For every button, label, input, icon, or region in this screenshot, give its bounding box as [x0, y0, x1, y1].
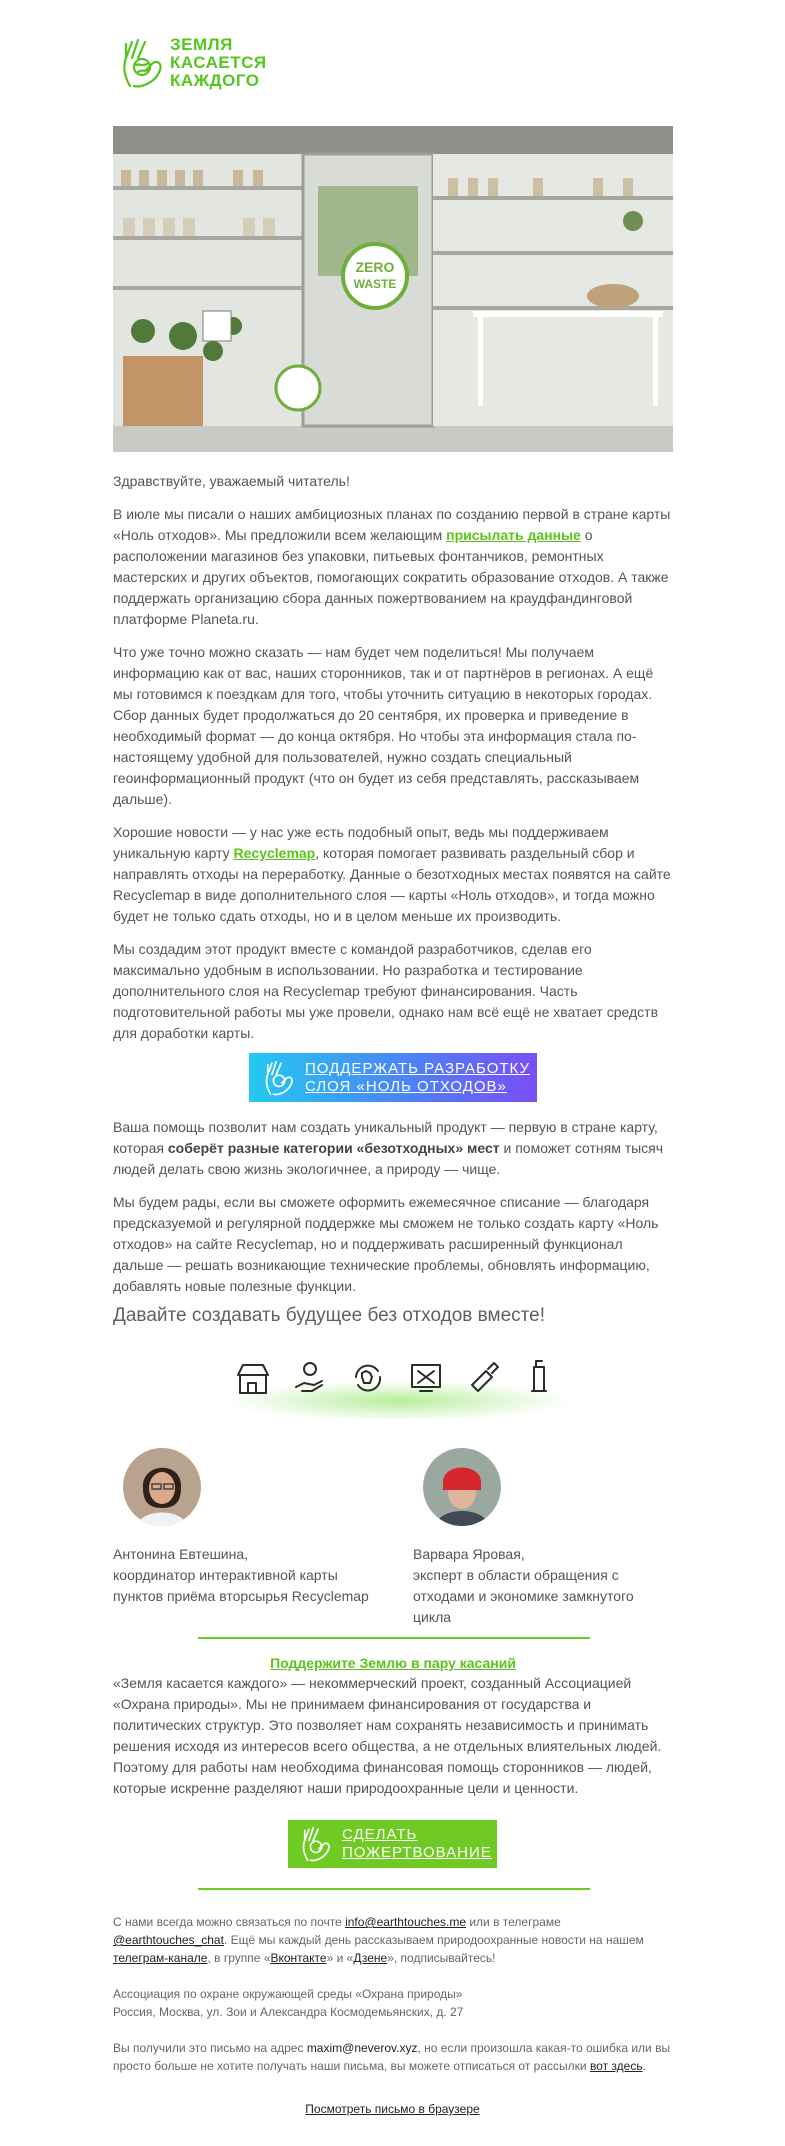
- divider: [198, 1888, 590, 1890]
- support-text: «Земля касается каждого» — некоммерческий проект, созданный Ассоциацией «Охрана природы». Мы не принимаем финансирования от государства и политических структур. Это позволяет нам сохранять независимость и принимать решения исходя из интересов всего общества, а не отдельных влиятельных людей. Поэтому для работы нам необходима финансовая помощь сторонников — людей, которые искренне разделяют наши природоохранные цели и ценности.: [113, 1675, 662, 1796]
- paragraph: Мы создадим этот продукт вместе с командой разработчиков, сделав его максимально удобным в использовании. Но разработка и тестирование дополнительного слоя на Recyclemap требуют финансирования. Часть подготовительной работы мы уже провели, однако нам всё ещё не хватает средств для доработки карты.: [113, 941, 659, 1041]
- telegram-channel-link[interactable]: телеграм-канале: [113, 1951, 208, 1965]
- browser-link-wrap: [0, 2102, 785, 2116]
- unsubscribe-link[interactable]: вот здесь: [589, 2059, 643, 2073]
- person-card: [413, 1448, 693, 1628]
- support-title-wrap: [113, 1653, 673, 1673]
- recyclemap-link[interactable]: Recyclemap: [233, 845, 316, 861]
- paragraph: В июле мы писали о наших амбициозных планах по созданию первой в стране карты «Ноль отходов». Мы предложили всем желающим присылать данные о расположении магазинов без упаковки, питьевых фонтанчиков, ремонтных мастерских и других объектов, помогающих сократить образование отходов. А также поддержать организацию сбора данных пожертвованием на краудфандинговой платформе Planeta.ru.: [113, 506, 671, 627]
- recipient-address: maxim@neverov.xyz: [306, 2041, 418, 2055]
- hand-earth-icon: [263, 1059, 295, 1097]
- hand-earth-icon: [300, 1825, 332, 1863]
- logo-line: КАСАЕТСЯ: [170, 53, 267, 72]
- button-label: СЛОЯ «НОЛЬ ОТХОДОВ»: [305, 1077, 507, 1095]
- footer-unsubscribe: Вы получили это письмо на адрес maxim@neverov.xyz, но если произошла какая-то ошибка или вы просто больше не хотите получать наши письма, вы можете отписаться от рассылки вот здесь.: [113, 2041, 671, 2073]
- main-content-2: [113, 1117, 673, 1309]
- org-name: Ассоциация по охране окружающей среды «Охрана природы»: [113, 1987, 463, 2001]
- paragraph: Хорошие новости — у нас уже есть подобный опыт, ведь мы поддерживаем уникальную карту Recyclemap, которая помогает развивать раздельный сбор и направлять отходы на переработку. Данные о безотходных местах появятся на сайте Recyclemap в виде дополнительного слоя — карты «Ноль отходов», и тогда можно будет не только сдать отходы, но и в целом меньше их производить.: [113, 824, 671, 924]
- dzen-link[interactable]: Дзене: [353, 1951, 388, 1965]
- person-role: отходами и экономике замкнутого: [413, 1588, 634, 1604]
- send-data-link[interactable]: присылать данные: [446, 527, 581, 543]
- person-role: эксперт в области обращения с: [413, 1567, 619, 1583]
- button-label: СДЕЛАТЬ: [342, 1826, 418, 1843]
- section-heading: Давайте создавать будущее без отходов вместе!: [113, 1305, 545, 1326]
- repair-tools-icon: [412, 1365, 440, 1391]
- paragraph: Что уже точно можно сказать — нам будет чем поделиться! Мы получаем информацию как от вас, наших сторонников, так и от партнёров в регионах. А ещё мы готовимся к поездкам для того, чтобы уточнить ситуацию в некоторых городах. Сбор данных будет продолжаться до 20 сентября, их проверка и приведение в необходимый формат — до конца октября. Но чтобы эта информация стала по-настоящему удобной для пользователей, нужно создать специальный геоинформационный продукт (что он будет из себя представлять, рассказываем дальше).: [113, 644, 654, 807]
- main-content: [113, 471, 673, 1056]
- paragraph: Ваша помощь позволит нам создать уникальный продукт — первую в стране карту, которая соберёт разные категории «безотходных» мест и поможет сотням тысяч людей делать свою жизнь экологичнее, а природу — чище.: [113, 1119, 664, 1177]
- logo-line: ЗЕМЛЯ: [170, 35, 233, 54]
- person-name: Варвара Яровая,: [413, 1546, 525, 1562]
- button-label: ПОЖЕРТВОВАНИЕ: [342, 1844, 492, 1861]
- support-title-link[interactable]: Поддержите Землю в пару касаний: [270, 1655, 516, 1671]
- telegram-chat-link[interactable]: @earthtouches_chat: [113, 1933, 224, 1947]
- donate-button[interactable]: [288, 1820, 497, 1868]
- paragraph: Мы будем рады, если вы сможете оформить ежемесячное списание — благодаря предсказуемой и регулярной поддержке мы сможем не только создать карту «Ноль отходов» на сайте Recyclemap, но и поддерживать расширенный функционал дальше — решать возникающие технические проблемы, обновлять информацию, добавлять новые полезные функции.: [113, 1194, 659, 1294]
- water-fountain-icon: [532, 1361, 546, 1391]
- person-name: Антонина Евтешина,: [113, 1546, 249, 1562]
- person-card: [113, 1448, 393, 1607]
- footer-org: [113, 1985, 673, 2021]
- zero-waste-sign: ZERO: [355, 259, 395, 275]
- divider: [198, 1637, 590, 1639]
- greeting: Здравствуйте, уважаемый читатель!: [113, 473, 350, 489]
- person-role: пунктов приёма вторсырья Recyclemap: [113, 1588, 369, 1604]
- zero-waste-icons: [228, 1355, 568, 1425]
- logo-line: КАЖДОГО: [170, 71, 260, 90]
- vk-link[interactable]: Вконтакте: [270, 1951, 327, 1965]
- avatar: [123, 1448, 201, 1526]
- hero-image-zero-waste-store: [113, 126, 673, 452]
- email-link[interactable]: info@earthtouches.me: [345, 1915, 466, 1929]
- zero-waste-sign: WASTE: [353, 277, 397, 291]
- footer-contacts: С нами всегда можно связаться по почте info@earthtouches.me или в телеграме @earthtouches_chat. Ещё мы каждый день рассказываем природоохранные новости на нашем телеграм-канале, в группе «Вконтакте» и «Дзене», подписывайтесь!: [113, 1915, 644, 1965]
- avatar: [423, 1448, 501, 1526]
- button-label: ПОДДЕРЖАТЬ РАЗРАБОТКУ: [305, 1059, 530, 1077]
- support-block: [113, 1673, 673, 1811]
- person-role: координатор интерактивной карты: [113, 1567, 338, 1583]
- person-role: цикла: [413, 1609, 452, 1625]
- view-in-browser-link[interactable]: Посмотреть письмо в браузере: [305, 2102, 480, 2116]
- logo[interactable]: [120, 36, 267, 90]
- support-development-button[interactable]: [249, 1053, 537, 1102]
- bold-text: соберёт разные категории «безотходных» мест: [167, 1140, 500, 1156]
- org-address: Россия, Москва, ул. Зои и Александра Космодемьянских, д. 27: [113, 2005, 464, 2019]
- hand-earth-icon: [120, 36, 164, 90]
